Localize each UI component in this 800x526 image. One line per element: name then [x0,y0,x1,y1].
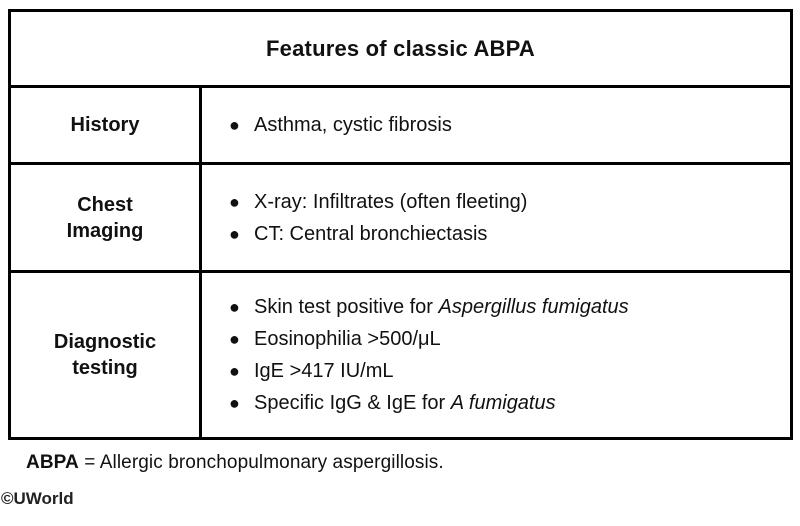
bullet-item [229,323,782,355]
table-row-history [11,85,790,162]
footnote-abbreviation [26,452,444,474]
bullet-icon: ● [229,329,240,349]
bullet-item [229,109,782,141]
item-text: Eosinophilia >500/μL [254,328,441,350]
bullet-item [229,186,782,218]
row-label-chest-imaging [11,165,202,270]
footnote-definition: = Allergic bronchopulmonary aspergillosis. [78,452,444,473]
row-label-line: Diagnostic [53,331,157,353]
row-label-line: History [70,114,140,136]
row-content-diagnostic-testing [202,273,790,437]
bullet-icon: ● [229,297,240,317]
abpa-features-table [8,9,793,440]
item-text: Specific IgG & IgE for [254,392,451,414]
item-text: IgE >417 IU/mL [254,360,394,382]
row-label-line: Chest [77,193,133,216]
row-content-chest-imaging [202,165,790,270]
bullet-icon: ● [229,191,240,212]
item-text: Skin test positive for [254,296,439,318]
item-text: X-ray: Infiltrates (often fleeting) [254,190,528,213]
item-text: Asthma, cystic fibrosis [254,114,452,136]
row-label-line: testing [72,357,138,379]
table-row-diagnostic-testing [11,270,790,437]
bullet-icon: ● [229,393,240,413]
row-content-history [202,88,790,162]
row-label-diagnostic-testing [11,273,202,437]
bullet-icon: ● [229,361,240,381]
bullet-item [229,218,782,250]
row-label-line: Imaging [66,219,144,242]
bullet-icon: ● [229,223,240,244]
table-row-chest-imaging [11,162,790,270]
table-title: Features of classic ABPA [266,35,535,61]
row-label-history [11,88,202,162]
item-text: CT: Central bronchiectasis [254,222,488,245]
copyright-uworld: ©UWorld [1,489,74,508]
footnote-term: ABPA [26,452,79,473]
item-italic-text: A fumigatus [450,392,556,414]
bullet-item [229,291,782,323]
bullet-item [229,355,782,387]
bullet-item [229,387,782,419]
item-italic-text: Aspergillus fumigatus [438,296,629,318]
bullet-icon: ● [229,115,240,135]
